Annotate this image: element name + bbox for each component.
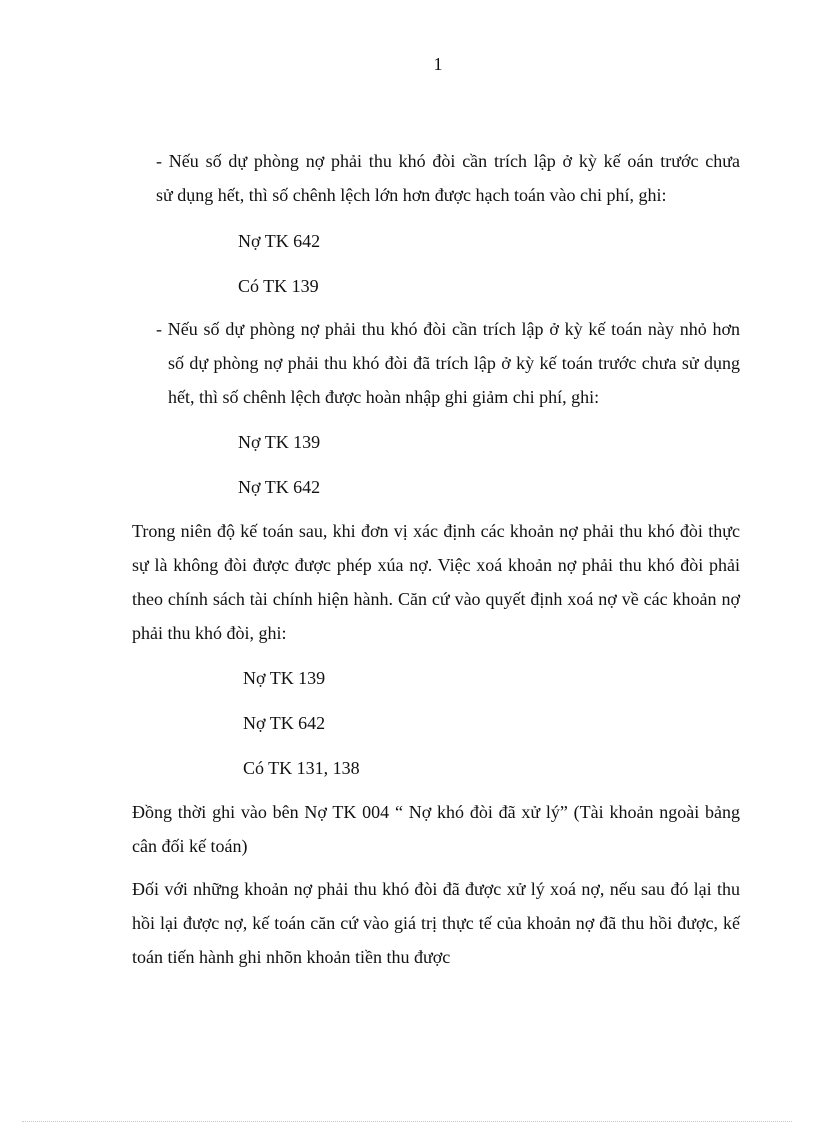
page-bottom-rule	[22, 1121, 792, 1122]
paragraph-provision-decrease: số dự phòng nợ phải thu khó đòi đã trích lập ở kỳ kế toán trước chưa sử dụng hết, thì số chênh lệch được hoàn nhập ghi giảm chi phí, ghi:	[168, 353, 740, 407]
paragraph-provision-decrease-intro: - Nếu số dự phòng nợ phải thu khó đòi cần trích lập ở kỳ kế toán này nhỏ hơn	[156, 319, 740, 339]
journal-entry-credit: Có TK 139	[238, 276, 319, 296]
journal-entry-debit: Nợ TK 642	[243, 713, 326, 733]
paragraph-write-off: Trong niên độ kế toán sau, khi đơn vị xác định các khoản nợ phải thu khó đòi thực sự là không đòi được được phép xúa nợ. Việc xoá khoản nợ phải thu khó đòi phải theo chính sách tài chính hiện hành. Căn cứ vào quyết định xoá nợ về các khoản nợ phải thu khó đòi, ghi:	[132, 521, 740, 643]
page-number: 1	[433, 54, 443, 74]
journal-entry-credit: Có TK 131, 138	[243, 758, 360, 778]
journal-entry-debit: Nợ TK 139	[238, 432, 321, 452]
journal-entry-debit: Nợ TK 642	[238, 477, 321, 497]
journal-entry-debit: Nợ TK 642	[238, 231, 321, 251]
paragraph-off-balance-account: Đồng thời ghi vào bên Nợ TK 004 “ Nợ khó đòi đã xử lý” (Tài khoản ngoài bảng cân đối kế toán)	[132, 802, 740, 856]
journal-entry-debit: Nợ TK 139	[243, 668, 326, 688]
paragraph-recovery: Đối với những khoản nợ phải thu khó đòi đã được xử lý xoá nợ, nếu sau đó lại thu hồi lại được nợ, kế toán căn cứ vào giá trị thực tế của khoản nợ đã thu hồi được, kế toán tiến hành ghi nhõn khoản tiền thu được	[132, 879, 740, 967]
paragraph-provision-increase: sử dụng hết, thì số chênh lệch lớn hơn được hạch toán vào chi phí, ghi:	[156, 185, 667, 205]
paragraph-provision-increase-intro: - Nếu số dự phòng nợ phải thu khó đòi cần trích lập ở kỳ kế oán trước chưa	[156, 151, 740, 171]
